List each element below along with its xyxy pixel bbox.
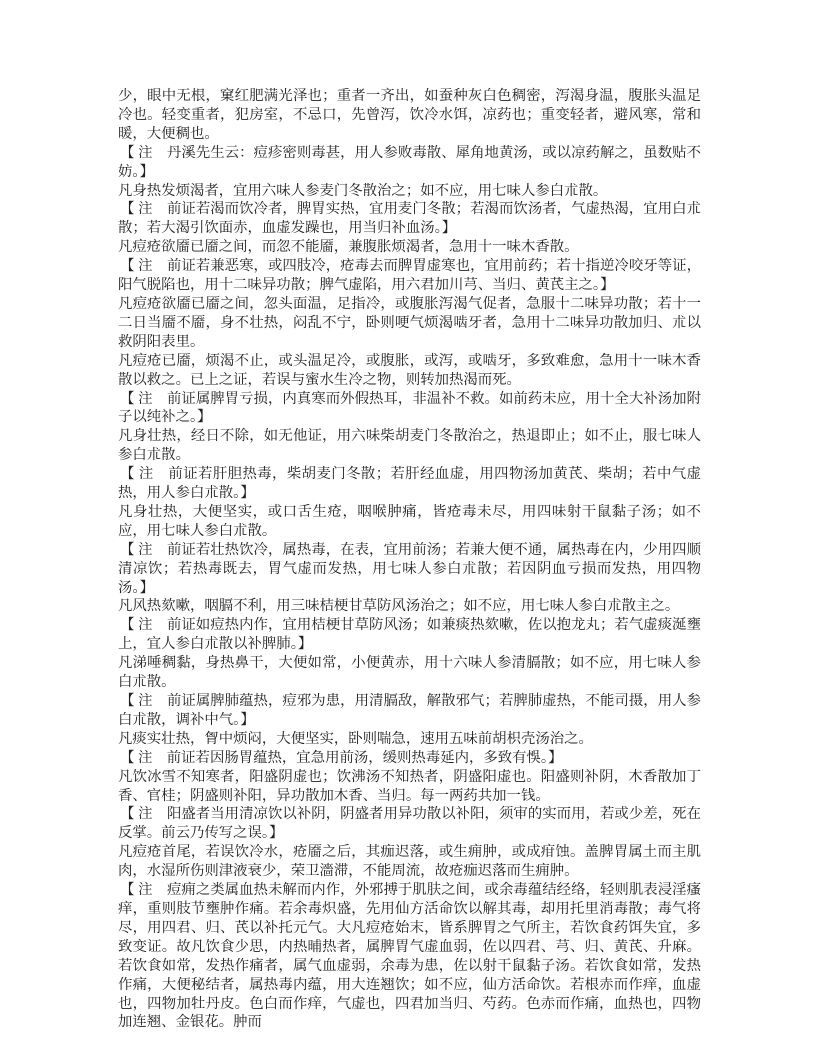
body-paragraph: 凡痰实壮热，胷中烦闷，大便坚实，卧则喘急，速用五味前胡枳壳汤治之。 [118, 730, 593, 747]
note-paragraph: 【 注 阳盛者当用清凉饮以补阴，阴盛者用异功散以补阳，须审的实而用，若或少差，死在反掌。前云乃传写之误。】 [118, 806, 701, 842]
body-paragraph: 凡风热欬嗽，咽膈不利，用三味桔梗甘草防风汤治之；如不应，用七味人参白朮散主之。 [118, 598, 680, 615]
note-paragraph: 【 注 前证若肝胆热毒，柴胡麦门冬散；若肝经血虚，用四物汤加黄芪、柴胡；若中气虚热，用人参白朮散。】 [118, 466, 701, 502]
text-content [118, 87, 701, 1032]
body-paragraph: 凡饮冰雪不知寒者，阳盛阴虚也；饮沸汤不知热者，阴盛阳虚也。阳盛则补阴，木香散加丁香、官桂；阴盛则补阳，异功散加木香、当归。每一两药共加一钱。 [118, 768, 701, 804]
note-paragraph: 【 注 丹溪先生云：痘疹密则毒甚，用人参败毒散、犀角地黄汤，或以凉药解之，虽数贴不妨。】 [118, 144, 701, 180]
body-paragraph: 凡痘疮欲靥已靥之间，而忽不能靥，兼腹胀烦渴者，急用十一味木香散。 [118, 239, 579, 256]
body-paragraph: 凡痘疮首尾，若误饮冷水，疮靥之后，其痂迟落，或生痈肿，或成疳蚀。盖脾胃属土而主肌肉，水湿所伤则津液衰少，荣卫濇滞，不能周流，故疮痂迟落而生痈肿。 [118, 844, 701, 880]
body-paragraph: 凡身热发烦渴者，宜用六味人参麦门冬散治之；如不应，用七味人参白朮散。 [118, 182, 608, 199]
body-paragraph: 少，眼中无根，窠红肥满光泽也；重者一齐出，如蚕种灰白色稠密，泻渴身温，腹胀头温足冷也。轻变重者，犯房室，不忌口，先曾泻，饮冷水饵，凉药也；重变轻者，避风寒，常和暖，大便稠也。 [118, 88, 701, 142]
note-paragraph: 【 注 前证若壮热饮冷，属热毒，在表，宜用前汤；若兼大便不通，属热毒在内，少用四顺清凉饮；若热毒既去，胃气虚而发热，用七味人参白朮散；若因阴血亏损而发热，用四物汤。】 [118, 541, 701, 596]
note-paragraph: 【 注 前证属脾肺蕴热，痘邪为患，用清膈敌，解散邪气；若脾肺虚热，不能司摄，用人参白朮散，调补中气。】 [118, 693, 701, 728]
body-paragraph: 凡痘疮欲靥已靥之间，忽头面温，足指冷，或腹胀泻渴气促者，急服十二味异功散；若十一二日当靥不靥，身不壮热，闷乱不宁，卧则哽气烦渴啮牙者，急用十二味异功散加归、朮以救阴阳表里。 [118, 295, 701, 350]
body-paragraph: 凡涕唾稠黏，身热鼻干，大便如常，小便黄赤，用十六味人参清膈散；如不应，用七味人参白朮散。 [118, 655, 701, 691]
body-paragraph: 凡身壮热，大便坚实，或口舌生疮，咽喉肿痛，皆疮毒未尽，用四味射干鼠黏子汤；如不应，用七味人参白朮散。 [118, 503, 701, 539]
note-paragraph: 【 注 前证若因肠胃蕴热，宜急用前汤，缓则热毒延内，多致有悞。】 [120, 749, 563, 766]
note-paragraph: 【 注 痘痈之类属血热未解而内作，外邪搏于肌肤之间，或余毒蕴结经络，轻则肌表浸淫瘙痒，重则肢节壅肿作痛。若余毒炽盛，先用仙方活命饮以解其毒，却用托里消毒散；毒气将尽，用四君、归、芪以补托元气。大凡痘疮始末，皆系脾胃之气所主，若饮食药饵失宜，多致变证。故凡饮食少思，内热晡热者，属脾胃气虚血弱，佐以四君、芎、归、黄芪、升麻。若饮食如常，发热作痛者，属气血虚弱，余毒为患，佐以射干鼠黏子汤。若饮食如常，发热作痛，大便秘结者，属热毒内蕴，用大连翘饮；如不应，仙方活命饮。若根赤而作痒，血虚也，四物加牡丹皮。色白而作痒，气虚也，四君加当归、芍药。色赤而作痛，血热也，四物加连翘、金银花。肿而 [118, 882, 701, 1031]
body-paragraph: 凡痘疮已靥，烦渴不止，或头温足冷，或腹胀，或泻，或啮牙，多致难愈，急用十一味木香散以救之。已上之证，若误与蜜水生冷之物，则转加热渴而死。 [118, 352, 701, 388]
note-paragraph: 【 注 前证若兼恶寒，或四肢冷，疮毒去而脾胃虚寒也，宜用前药；若十指逆冷咬牙等证，阳气脱陷也，用十二味异功散；脾气虚陷，用六君加川芎、当归、黄芪主之。】 [118, 258, 701, 294]
note-paragraph: 【 注 前证如痘热内作，宜用桔梗甘草防风汤；如兼痰热欬嗽，佐以抱龙丸；若气虚痰涎壅上，宜人参白朮散以补脾肺。】 [118, 617, 701, 653]
body-paragraph: 凡身壮热，经日不除，如无他证，用六味柴胡麦门冬散治之，热退即止；如不止，服七味人参白朮散。 [118, 428, 701, 464]
note-paragraph: 【 注 前证属脾胃亏损，内真寒而外假热耳，非温补不救。如前药未应，用十全大补汤加附子以纯补之。】 [118, 390, 701, 426]
note-paragraph: 【 注 前证若渴而饮冷者，脾胃实热，宜用麦门冬散；若渴而饮汤者，气虚热渴，宜用白朮散；若大渴引饮面赤，血虚发躁也，用当归补血汤。】 [118, 201, 701, 237]
